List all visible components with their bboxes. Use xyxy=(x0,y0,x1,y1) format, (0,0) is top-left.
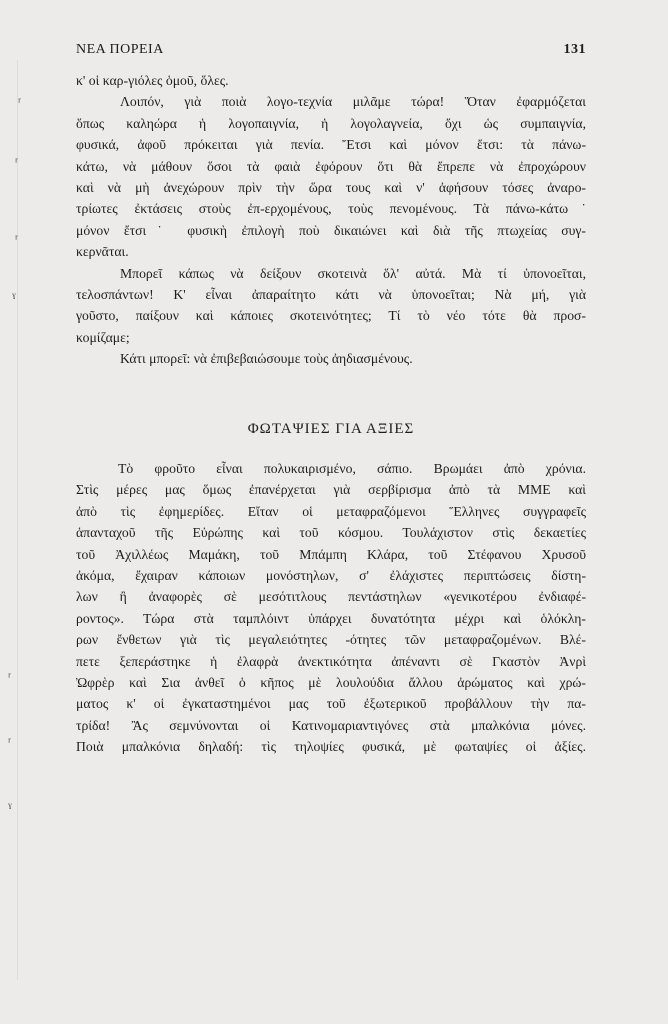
text-line: κομίζαμε; xyxy=(76,329,130,345)
text-line: λων ἢ ἀναφορὲς σὲ μεσότιτλους πεντάστηλων «γενικοτέρου ἐνδιαφέ- xyxy=(76,589,586,605)
paragraph-block-2 xyxy=(76,458,586,757)
text-line: ρων ἔνθετων γιὰ τὶς μεγαλειότητες -ότητες τῶν μεταφραζομένων. Βλέ- xyxy=(76,632,586,648)
text-line: τοῦ Ἀχιλλέως Μαμάκη, τοῦ Μπάμπη Κλάρα, τοῦ Στέφανου Χρυσοῦ xyxy=(76,546,586,562)
section-title: ΦΩΤΑΨΙΕΣ ΓΙΑ ΑΞΙΕΣ xyxy=(247,421,415,437)
text-line: ματος κ' οἱ ἐγκαταστημένοι μας τοῦ ἐξωτερικοῦ προβάλλουν τὴν πα- xyxy=(76,696,586,712)
text-line: ὅπως καληώρα ἡ λογοπαιγνία, ἡ λογολαγνεία, ὄχι ὡς συμπαιγνία, xyxy=(76,115,586,131)
text-line: καὶ νὰ μὴ ἀνεχώρουν πρὶν τὴν ὥρα τους καὶ ν' ἀφήσουν τόσες ἀναρο- xyxy=(76,179,586,195)
text-line: ροντος». Τώρα στὰ ταμπλόιντ ὑπάρχει δυνατότητα μέχρι καὶ ὁλόκλη- xyxy=(76,610,586,626)
text-line: κάτω, νὰ μάθουν ὅσοι τὰ φαιὰ ἐφόρουν ὅτι θὰ ἔπρεπε νὰ ἐπροχώρουν xyxy=(76,158,586,174)
text-line: τρίωτες ἐκτάσεις στοὺς ἐπ-ερχομένους, τοὺς πενομένους. Τὰ πάνω-κάτω˙ xyxy=(76,201,586,217)
text-line: πετε ξεπεράστηκε ἡ ἐλαφρὰ ἀνεκτικότητα ἀπέναντι σὲ Γκαστὸν Ἀνρὶ xyxy=(76,653,586,669)
text-line: Τὸ φροῦτο εἶναι πολυκαιρισμένο, σάπιο. Βρωμάει ἀπὸ χρόνια. xyxy=(118,461,586,476)
text-line: φυσικά, ἀφοῦ πρόκειται γιὰ πενία. Ἔτσι καὶ μόνον ἔτσι: τὰ πάνω- xyxy=(76,137,586,153)
margin-mark: ʳ xyxy=(15,154,18,169)
margin-mark: ʳ xyxy=(8,669,11,684)
text-line: τελοσπάντων! Κ' εἶναι ἀπαραίτητο κάτι νὰ ὑπονοεῖται; Νὰ μή, γιὰ xyxy=(76,286,586,302)
text-line: κερνᾶται. xyxy=(76,244,129,260)
running-head: ΝΕΑ ΠΟΡΕΙΑ xyxy=(76,42,164,57)
text-line: ἀπὸ τὶς ἐφημερίδες. Εἴταν οἱ μεταφραζόμενοι Ἕλληνες συγγραφεῖς xyxy=(76,503,586,519)
text-line: Λοιπόν, γιὰ ποιὰ λογο-τεχνία μιλᾶμε τώρα! Ὅταν ἐφαρμόζεται xyxy=(120,94,586,110)
margin-mark: ˠ xyxy=(12,289,16,304)
text-line: Ποιὰ μπαλκόνια δηλαδή: τὶς τηλοψίες φυσικά, μὲ φωταψίες οἱ ἀξίες. xyxy=(76,739,586,755)
margin-mark: ʳ xyxy=(15,231,18,246)
paragraph-block-1 xyxy=(76,70,586,369)
text-line: Μπορεῖ κάπως νὰ δείξουν σκοτεινὰ ὅλ' αὐτά. Μὰ τί ὑπονοεῖται, xyxy=(120,265,586,281)
margin-mark: ˠ xyxy=(8,799,12,814)
text-line: ἀκόμα, ἔχαιραν κάποιων μονόστηλων, σ' ἐλάχιστες περιπτώσεις δίστη- xyxy=(76,567,586,583)
text-line: τρίδα! Ἂς σεμνύνονται οἱ Κατινομαριαντιγόνες στὰ μπαλκόνια μόνες. xyxy=(76,717,586,733)
text-line: γοῦστο, παίξουν καὶ κάποιες σκοτεινότητες; Τί τὸ νέο τότε θὰ προσ- xyxy=(76,308,586,324)
text-line: μόνον ἔτσι˙ φυσικὴ ἐπιλογὴ ποὺ δικαιώνει καὶ διὰ τῆς πτωχείας συγ- xyxy=(76,222,586,238)
binding-margin xyxy=(17,60,18,980)
text-line: Ὠφρὲρ καὶ Σια ἀνθεῖ ὁ κῆπος μὲ λουλούδια ἄλλου ἀρώματος καὶ χρώ- xyxy=(76,674,586,690)
page-number: 131 xyxy=(563,42,586,57)
margin-mark: ʳ xyxy=(18,94,21,109)
text-line: Στὶς μέρες μας ὅμως ἐπανέρχεται γιὰ σερβίρισμα ἀπὸ τὰ ΜΜΕ καὶ xyxy=(76,482,586,498)
text-line: ἁπανταχοῦ τῆς Εὐρώπης καὶ τοῦ κόσμου. Τουλάχιστον στὶς δεκαετίες xyxy=(76,525,586,541)
page-header xyxy=(76,42,586,62)
margin-mark: ʳ xyxy=(8,734,11,749)
text-line: κ' οἱ καρ-γιόλες ὁμοῦ, ὅλες. xyxy=(76,73,229,88)
text-line: Κάτι μπορεῖ: νὰ ἐπιβεβαιώσουμε τοὺς ἀηδιασμένους. xyxy=(120,351,413,367)
